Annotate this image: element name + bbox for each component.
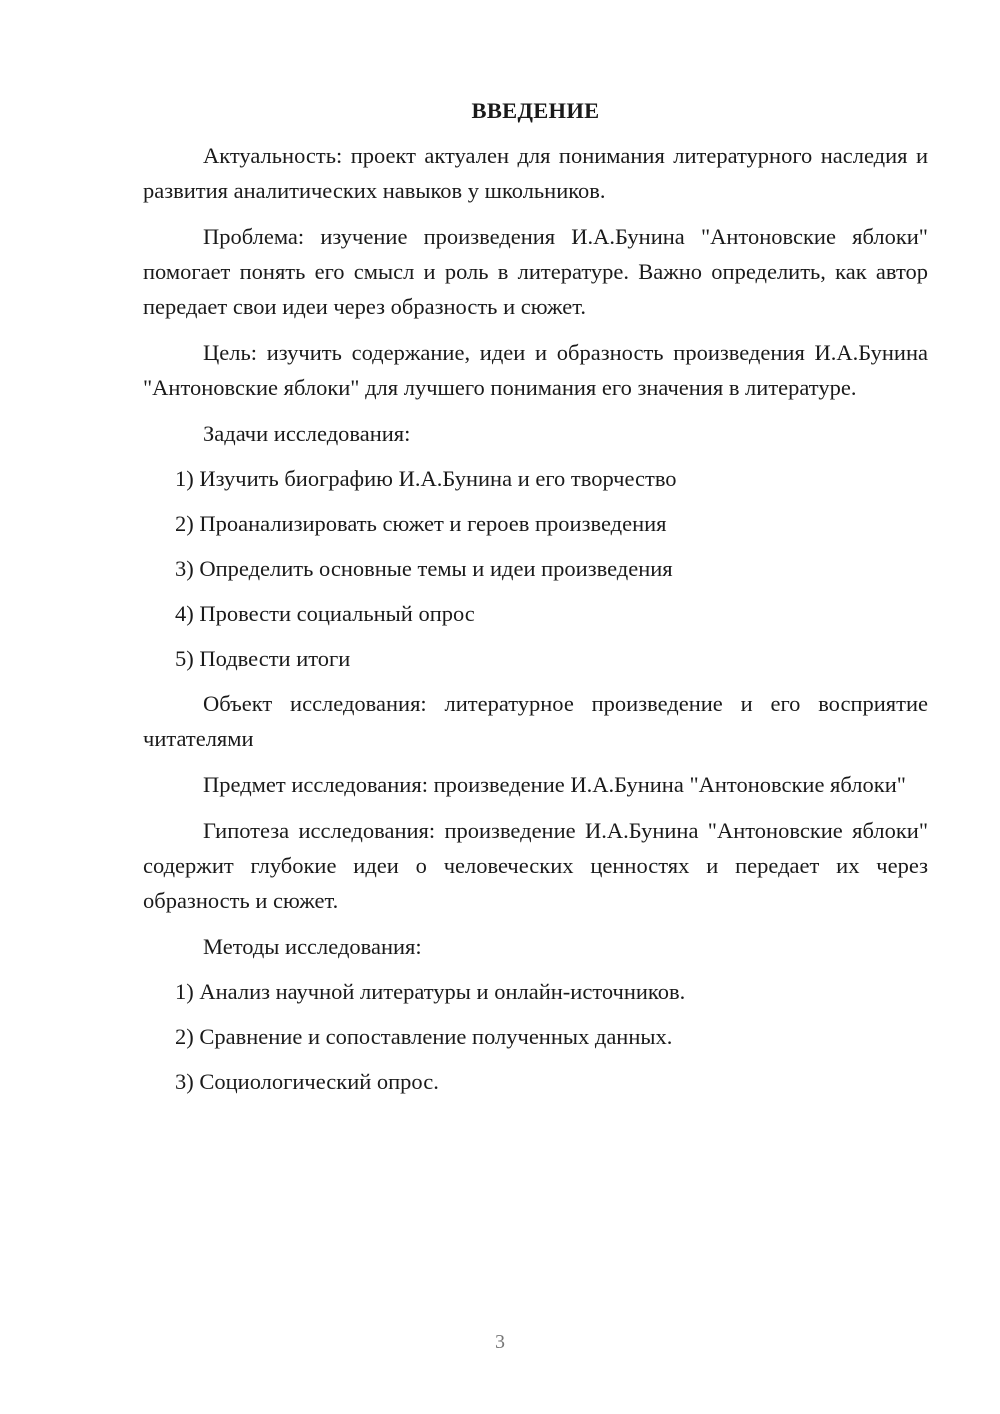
problem-paragraph: Проблема: изучение произведения И.А.Бунина "Антоновские яблоки" помогает понять его смысл и роль в литературе. Важно определить, как автор передает свои идеи через образность и сюжет. (143, 224, 928, 319)
document-page (143, 93, 928, 1109)
task-item: 3) Определить основные темы и идеи произведения (175, 556, 673, 581)
task-item: 2) Проанализировать сюжет и героев произведения (175, 511, 667, 536)
method-item: 2) Сравнение и сопоставление полученных данных. (175, 1024, 673, 1049)
section-title: ВВЕДЕНИЕ (471, 98, 600, 123)
subject-paragraph: Предмет исследования: произведение И.А.Бунина "Антоновские яблоки" (203, 772, 906, 797)
task-item: 1) Изучить биографию И.А.Бунина и его творчество (175, 466, 677, 491)
method-item: 3) Социологический опрос. (175, 1069, 439, 1094)
task-item: 4) Провести социальный опрос (175, 601, 475, 626)
goal-paragraph: Цель: изучить содержание, идеи и образность произведения И.А.Бунина "Антоновские яблоки" для лучшего понимания его значения в литературе. (143, 340, 928, 400)
page-number: 3 (495, 1331, 505, 1353)
task-item: 5) Подвести итоги (175, 646, 351, 671)
tasks-heading: Задачи исследования: (203, 421, 411, 446)
methods-heading: Методы исследования: (203, 934, 422, 959)
object-paragraph: Объект исследования: литературное произведение и его восприятие читателями (143, 691, 928, 751)
relevance-paragraph: Актуальность: проект актуален для понимания литературного наследия и развития аналитических навыков у школьников. (143, 143, 928, 203)
method-item: 1) Анализ научной литературы и онлайн-источников. (175, 979, 686, 1004)
hypothesis-paragraph: Гипотеза исследования: произведение И.А.Бунина "Антоновские яблоки" содержит глубокие идеи о человеческих ценностях и передает их через образность и сюжет. (143, 818, 928, 913)
